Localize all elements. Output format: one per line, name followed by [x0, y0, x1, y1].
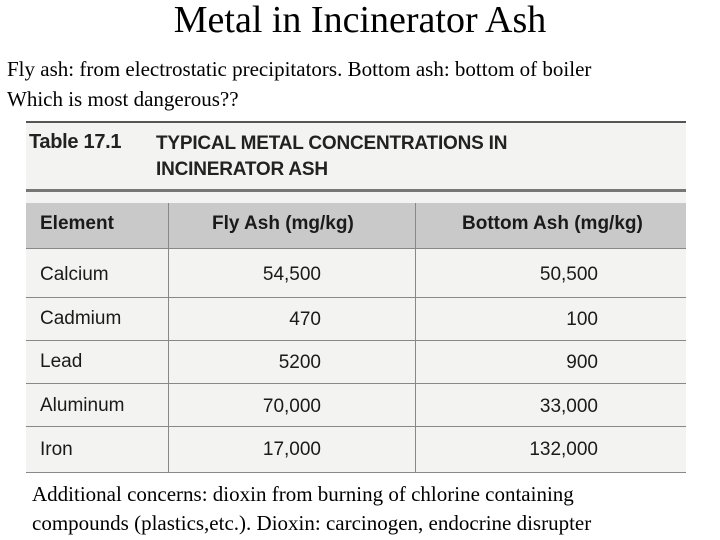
element-name: Cadmium [40, 308, 122, 329]
top-rule [26, 121, 686, 123]
fly-ash-value: 5200 [278, 352, 321, 373]
additional-concerns-note [32, 480, 591, 538]
header-element: Element [40, 213, 114, 234]
bottom-ash-value: 132,000 [529, 439, 598, 460]
fly-ash-value: 70,000 [262, 396, 321, 417]
row-divider [26, 472, 686, 473]
element-name: Lead [40, 351, 83, 372]
element-name: Iron [40, 439, 73, 460]
header-bottom-ash: Bottom Ash (mg/kg) [462, 213, 643, 234]
bottom-ash-value: 50,500 [539, 264, 598, 285]
row-divider [26, 297, 686, 298]
slide-title: Metal in Incinerator Ash [173, 0, 547, 41]
column-divider [168, 203, 169, 473]
header-fly-ash: Fly Ash (mg/kg) [212, 213, 354, 234]
note-line-1: Additional concerns: dioxin from burning of chlorine containing [32, 482, 574, 506]
table-caption-line-2: INCINERATOR ASH [156, 159, 328, 180]
element-name: Calcium [40, 264, 109, 285]
note-line-2: compounds (plastics,etc.). Dioxin: carcinogen, endocrine disrupter [32, 511, 592, 535]
row-divider [26, 383, 686, 384]
fly-ash-value: 54,500 [262, 264, 321, 285]
row-divider [26, 248, 686, 249]
fly-ash-value: 17,000 [262, 439, 321, 460]
question-text: Which is most dangerous?? [7, 87, 239, 111]
bottom-ash-value: 33,000 [539, 396, 598, 417]
bottom-ash-value: 100 [566, 309, 598, 330]
table-caption [156, 131, 507, 183]
element-name: Aluminum [40, 395, 125, 416]
bottom-ash-value: 900 [566, 352, 598, 373]
table-label: Table 17.1 [29, 131, 122, 153]
caption-rule [26, 189, 686, 192]
table-caption-line-1: TYPICAL METAL CONCENTRATIONS IN [156, 133, 508, 154]
row-divider [26, 340, 686, 341]
column-divider [415, 203, 416, 473]
fly-ash-value: 470 [289, 309, 321, 330]
ash-definitions-text: Fly ash: from electrostatic precipitators. Bottom ash: bottom of boiler [7, 57, 592, 81]
row-divider [26, 426, 686, 427]
metal-concentration-table [26, 121, 686, 473]
